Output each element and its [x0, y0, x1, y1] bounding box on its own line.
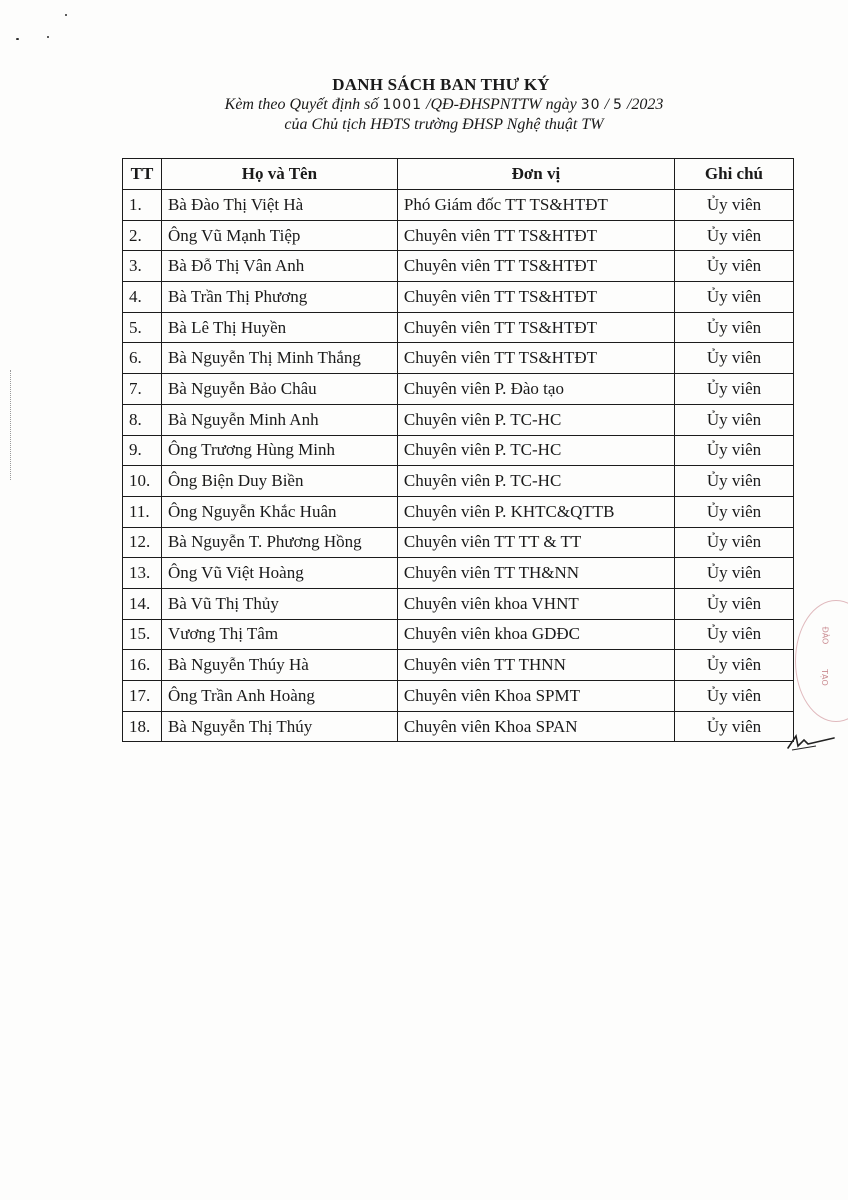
row-name: Bà Lê Thị Huyền	[161, 312, 397, 343]
row-name: Ông Nguyễn Khắc Huân	[161, 496, 397, 527]
row-unit: Chuyên viên TT TH&NN	[397, 558, 674, 589]
row-note: Ủy viên	[674, 527, 793, 558]
row-unit: Chuyên viên TT TS&HTĐT	[397, 251, 674, 282]
scan-speck	[65, 14, 67, 16]
table-row	[123, 251, 794, 282]
table-row	[123, 220, 794, 251]
row-note: Ủy viên	[674, 681, 793, 712]
row-note: Ủy viên	[674, 343, 793, 374]
row-name: Vương Thị Tâm	[161, 619, 397, 650]
row-note: Ủy viên	[674, 650, 793, 681]
row-note: Ủy viên	[674, 220, 793, 251]
row-tt: 10.	[123, 466, 162, 497]
row-name: Ông Trần Anh Hoàng	[161, 681, 397, 712]
row-unit: Chuyên viên TT TS&HTĐT	[397, 312, 674, 343]
date-prefix: ngày	[545, 96, 577, 113]
date-month: 5	[612, 97, 623, 113]
table-row	[123, 558, 794, 589]
row-tt: 13.	[123, 558, 162, 589]
row-unit: Chuyên viên khoa GDĐC	[397, 619, 674, 650]
row-name: Ông Vũ Việt Hoàng	[161, 558, 397, 589]
subtitle-prefix: Kèm theo Quyết định số	[224, 96, 379, 113]
row-name: Bà Nguyễn Minh Anh	[161, 404, 397, 435]
row-note: Ủy viên	[674, 374, 793, 405]
row-note: Ủy viên	[674, 711, 793, 742]
row-note: Ủy viên	[674, 251, 793, 282]
row-tt: 8.	[123, 404, 162, 435]
row-unit: Chuyên viên TT TS&HTĐT	[397, 343, 674, 374]
decision-number: 1001	[382, 97, 423, 113]
header-unit: Đơn vị	[397, 159, 674, 190]
table-row	[123, 374, 794, 405]
row-note: Ủy viên	[674, 435, 793, 466]
row-name: Ông Vũ Mạnh Tiệp	[161, 220, 397, 251]
row-unit: Chuyên viên Khoa SPMT	[397, 681, 674, 712]
row-unit: Chuyên viên P. TC-HC	[397, 435, 674, 466]
row-unit: Chuyên viên Khoa SPAN	[397, 711, 674, 742]
document-title: DANH SÁCH BAN THƯ KÝ	[332, 75, 550, 94]
row-name: Bà Nguyễn T. Phương Hồng	[161, 527, 397, 558]
table-row	[123, 343, 794, 374]
row-tt: 7.	[123, 374, 162, 405]
margin-hole-mark	[10, 370, 17, 480]
row-tt: 11.	[123, 496, 162, 527]
row-note: Ủy viên	[674, 282, 793, 313]
table-row	[123, 650, 794, 681]
row-tt: 14.	[123, 588, 162, 619]
document-subtitle-line1: Kèm theo Quyết định số 1001 /QĐ-ĐHSPNTTW ngày 30 / 5 /2023	[224, 96, 664, 113]
table-row	[123, 190, 794, 221]
row-name: Ông Biện Duy Biền	[161, 466, 397, 497]
row-tt: 17.	[123, 681, 162, 712]
date-year: /2023	[626, 96, 664, 113]
decision-suffix: /QĐ-ĐHSPNTTW	[426, 96, 542, 113]
initial-signature	[786, 730, 836, 756]
row-note: Ủy viên	[674, 312, 793, 343]
row-name: Bà Nguyễn Bảo Châu	[161, 374, 397, 405]
row-note: Ủy viên	[674, 496, 793, 527]
table-row	[123, 588, 794, 619]
row-tt: 3.	[123, 251, 162, 282]
red-stamp	[795, 600, 848, 722]
row-unit: Chuyên viên P. Đào tạo	[397, 374, 674, 405]
row-note: Ủy viên	[674, 404, 793, 435]
row-tt: 1.	[123, 190, 162, 221]
table-header-row	[123, 159, 794, 190]
table-row	[123, 312, 794, 343]
row-unit: Chuyên viên TT TS&HTĐT	[397, 282, 674, 313]
row-unit: Chuyên viên khoa VHNT	[397, 588, 674, 619]
table-body	[123, 190, 794, 742]
row-name: Bà Đào Thị Việt Hà	[161, 190, 397, 221]
row-tt: 12.	[123, 527, 162, 558]
row-name: Bà Nguyễn Thị Minh Thắng	[161, 343, 397, 374]
stamp-text-top: ĐÀO	[820, 626, 830, 645]
scan-speck	[47, 36, 49, 38]
row-unit: Chuyên viên P. KHTC&QTTB	[397, 496, 674, 527]
table-row	[123, 527, 794, 558]
stamp-text-bottom: TẠO	[819, 669, 829, 686]
row-unit: Chuyên viên TT TT & TT	[397, 527, 674, 558]
table-row	[123, 711, 794, 742]
row-name: Bà Đỗ Thị Vân Anh	[161, 251, 397, 282]
row-note: Ủy viên	[674, 466, 793, 497]
row-tt: 5.	[123, 312, 162, 343]
table-row	[123, 466, 794, 497]
scan-speck	[16, 38, 19, 40]
header-note: Ghi chú	[674, 159, 793, 190]
row-tt: 6.	[123, 343, 162, 374]
row-unit: Chuyên viên TT TS&HTĐT	[397, 220, 674, 251]
row-tt: 9.	[123, 435, 162, 466]
document-header	[0, 75, 848, 135]
row-note: Ủy viên	[674, 190, 793, 221]
row-unit: Chuyên viên P. TC-HC	[397, 466, 674, 497]
row-name: Bà Trần Thị Phương	[161, 282, 397, 313]
row-unit: Chuyên viên P. TC-HC	[397, 404, 674, 435]
date-day: 30	[580, 97, 601, 113]
table-row	[123, 282, 794, 313]
table-row	[123, 404, 794, 435]
secretariat-table	[122, 158, 794, 742]
row-tt: 15.	[123, 619, 162, 650]
table-row	[123, 435, 794, 466]
row-unit: Chuyên viên TT THNN	[397, 650, 674, 681]
header-name: Họ và Tên	[161, 159, 397, 190]
row-note: Ủy viên	[674, 619, 793, 650]
row-tt: 4.	[123, 282, 162, 313]
row-note: Ủy viên	[674, 558, 793, 589]
table-row	[123, 681, 794, 712]
document-subtitle-line2: của Chủ tịch HĐTS trường ĐHSP Nghệ thuật TW	[284, 116, 604, 133]
row-unit: Phó Giám đốc TT TS&HTĐT	[397, 190, 674, 221]
row-name: Bà Nguyễn Thúy Hà	[161, 650, 397, 681]
table-row	[123, 496, 794, 527]
table-row	[123, 619, 794, 650]
row-tt: 2.	[123, 220, 162, 251]
row-note: Ủy viên	[674, 588, 793, 619]
row-tt: 18.	[123, 711, 162, 742]
header-tt: TT	[123, 159, 162, 190]
row-name: Bà Vũ Thị Thủy	[161, 588, 397, 619]
row-tt: 16.	[123, 650, 162, 681]
row-name: Ông Trương Hùng Minh	[161, 435, 397, 466]
row-name: Bà Nguyễn Thị Thúy	[161, 711, 397, 742]
